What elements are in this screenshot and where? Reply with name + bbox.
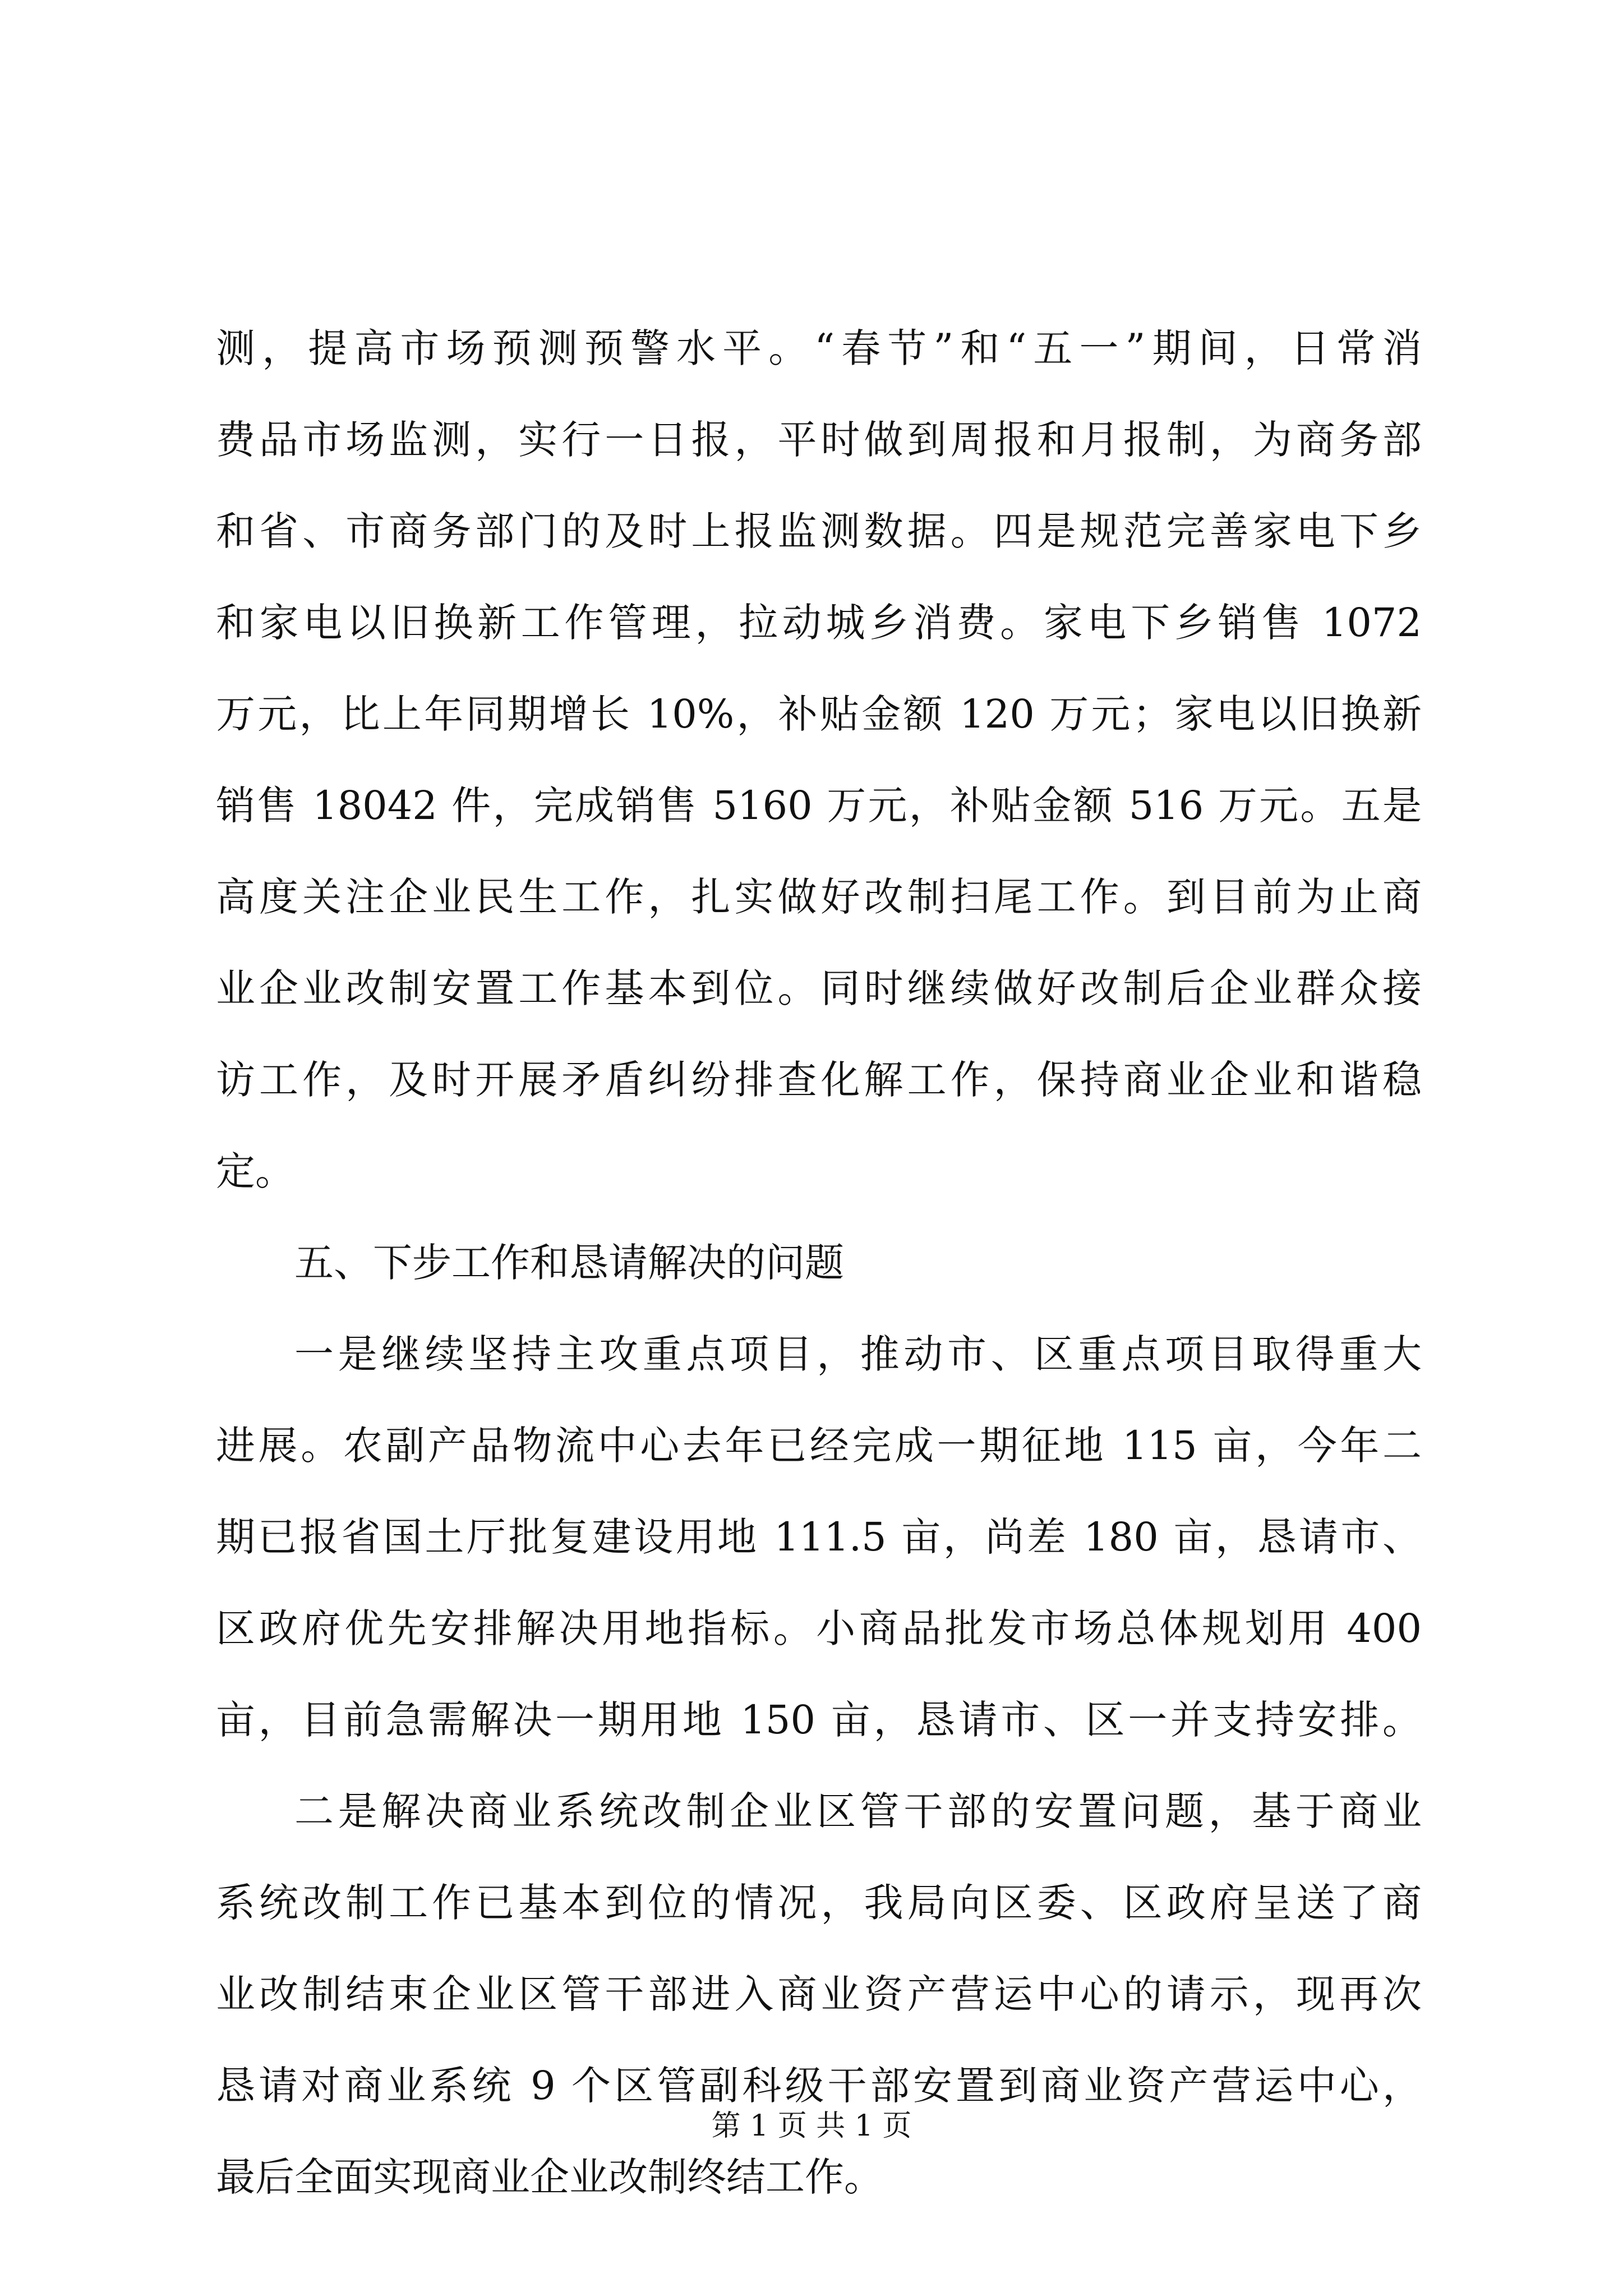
paragraph-line: 费品市场监测，实行一日报，平时做到周报和月报制，为商务部 — [216, 417, 1422, 463]
paragraph-line: 二是解决商业系统改制企业区管干部的安置问题，基于商业 — [294, 1788, 1422, 1834]
paragraph-line: 一是继续坚持主攻重点项目，推动市、区重点项目取得重大 — [294, 1331, 1422, 1377]
document-body — [216, 303, 1422, 2223]
paragraph-line: 和家电以旧换新工作管理，拉动城乡消费。家电下乡销售 1072 — [216, 600, 1422, 646]
paragraph-line: 万元，比上年同期增长 10%，补贴金额 120 万元；家电以旧换新 — [216, 691, 1422, 737]
paragraph-line: 期已报省国土厅批复建设用地 111.5 亩，尚差 180 亩，恳请市、 — [216, 1514, 1422, 1560]
paragraph-line: 访工作，及时开展矛盾纠纷排查化解工作，保持商业企业和谐稳 — [216, 1057, 1422, 1103]
paragraph-line: 和省、市商务部门的及时上报监测数据。四是规范完善家电下乡 — [216, 508, 1422, 554]
paragraph-line: 亩，目前急需解决一期用地 150 亩，恳请市、区一并支持安排。 — [216, 1697, 1422, 1743]
paragraph-line: 销售 18042 件，完成销售 5160 万元，补贴金额 516 万元。五是 — [216, 783, 1422, 829]
paragraph-line: 业企业改制安置工作基本到位。同时继续做好改制后企业群众接 — [216, 965, 1422, 1011]
paragraph-line: 最后全面实现商业企业改制终结工作。 — [216, 2154, 883, 2200]
paragraph-line: 高度关注企业民生工作，扎实做好改制扫尾工作。到目前为止商 — [216, 874, 1422, 920]
paragraph-line: 业改制结束企业区管干部进入商业资产营运中心的请示，现再次 — [216, 1971, 1422, 2017]
paragraph-line: 系统改制工作已基本到位的情况，我局向区委、区政府呈送了商 — [216, 1880, 1422, 1926]
paragraph-line: 区政府优先安排解决用地指标。小商品批发市场总体规划用 400 — [216, 1605, 1422, 1651]
paragraph-line: 恳请对商业系统 9 个区管副科级干部安置到商业资产营运中心， — [216, 2063, 1422, 2109]
paragraph-line: 定。 — [216, 1148, 294, 1194]
paragraph-line: 测，提高市场预测预警水平。“春节”和“五一”期间，日常消 — [216, 325, 1422, 371]
page-number-footer: 第 1 页 共 1 页 — [711, 2109, 912, 2143]
section-heading: 五、下步工作和恳请解决的问题 — [294, 1240, 844, 1286]
paragraph-line: 进展。农副产品物流中心去年已经完成一期征地 115 亩，今年二 — [216, 1423, 1422, 1469]
